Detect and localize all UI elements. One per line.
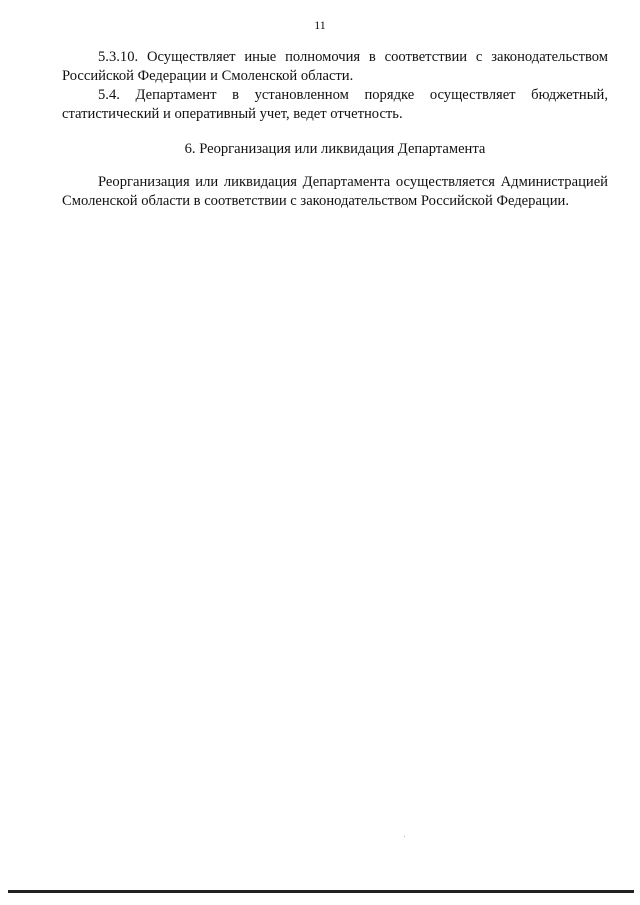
clause-5-3-10: 5.3.10. Осуществляет иные полномочия в соответствии с законодательством Российской Федерации и Смоленской области. [62,49,608,84]
document-body [62,48,608,211]
scan-speck [404,836,405,837]
clause-5-4: 5.4. Департамент в установленном порядке осуществляет бюджетный, статистический и оперативный учет, ведет отчетность. [62,87,608,122]
section-6-heading: 6. Реорганизация или ликвидация Департамента [184,141,486,157]
page-number: 11 [314,18,326,32]
section-6-paragraph: Реорганизация или ликвидация Департамента осуществляется Администрацией Смоленской области в соответствии с законодательством Российской Федерации. [62,174,608,209]
page-bottom-edge [8,890,634,893]
